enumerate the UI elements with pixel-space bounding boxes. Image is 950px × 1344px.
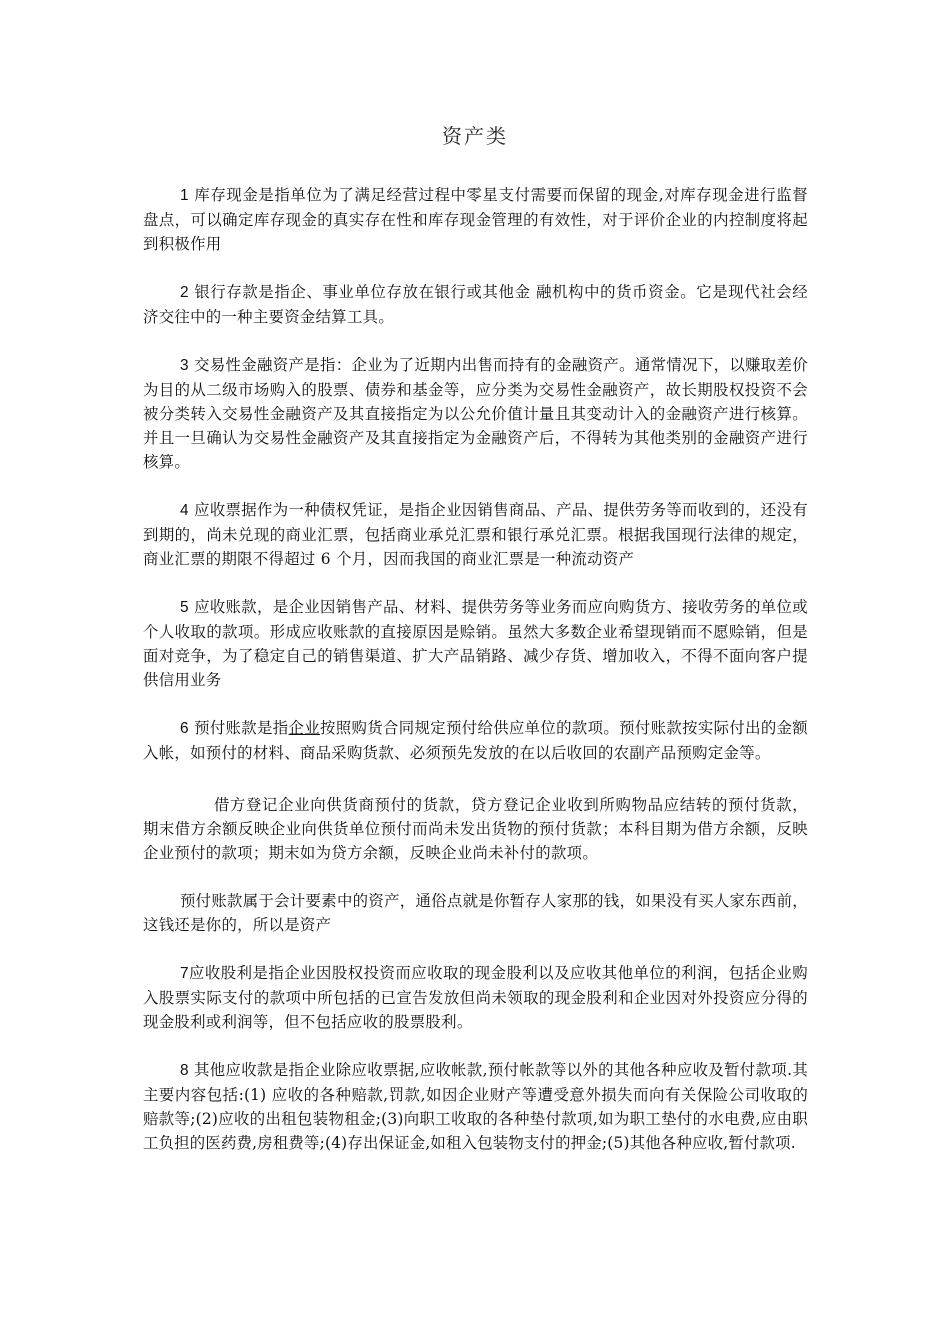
paragraph-text: 交易性金融资产是指：企业为了近期内出售而持有的金融资产。通常情况下，以赚取差价为目的从二级市场购入的股票、债券和基金等，应分类为交易性金融资产，故长期股权投资不会被分类转入交易性金融资产及其直接指定为以公允价值计量且其变动计入的金融资产进行核算。并且一旦确认为交易性金融资产及其直接指定为金融资产后，不得转为其他类别的金融资产进行核算。 (143, 356, 808, 471)
paragraph-text: 库存现金是指单位为了满足经营过程中零星支付需要而保留的现金,对库存现金进行监督盘点，可以确定库存现金的真实存在性和库存现金管理的有效性，对于评价企业的内控制度将起到积极作用 (143, 186, 808, 253)
paragraph-dividends-receivable (143, 961, 808, 1034)
paragraph-number: 7 (179, 965, 189, 982)
paragraph-trading-financial-assets (143, 353, 808, 474)
paragraph-text-before: 预付账款是指 (188, 719, 289, 737)
paragraph-accounts-receivable (143, 595, 808, 692)
paragraph-text: 银行存款是指企、事业单位存放在银行或其他金 融机构中的货币资金。它是现代社会经济交往中的一种主要资金结算工具。 (143, 283, 808, 326)
paragraph-number: 5 (179, 599, 189, 616)
underlined-term-enterprise: 企业 (288, 719, 321, 737)
paragraph-text-after: 按照购货合同规定预付给供应单位的款项。预付账款按实际付出的金额入帐，如预付的材料、商品采购货款、必须预先发放的在以后收回的农副产品预购定金等。 (143, 719, 808, 762)
paragraph-prepayments-debit-credit (143, 793, 808, 865)
paragraph-number: 2 (179, 284, 189, 301)
page-title: 资产类 (442, 124, 508, 148)
paragraph-number: 8 (179, 1062, 189, 1079)
paragraph-number: 6 (179, 720, 189, 737)
paragraph-prepayments (143, 716, 808, 765)
paragraph-prepayments-explanation (143, 889, 808, 937)
paragraph-text: 应收票据作为一种债权凭证，是指企业因销售商品、产品、提供劳务等而收到的，还没有到期的，尚未兑现的商业汇票，包括商业承兑汇票和银行承兑汇票。根据我国现行法律的规定，商业汇票的期限不得超过 6 个月，因而我国的商业汇票是一种流动资产 (143, 501, 808, 568)
paragraph-text: 预付账款属于会计要素中的资产，通俗点就是你暂存人家那的钱，如果没有买人家东西前，这钱还是你的，所以是资产 (143, 892, 808, 934)
paragraph-bank-deposit (143, 280, 808, 329)
document-body (143, 183, 808, 1179)
paragraph-text: 其他应收款是指企业除应收票据,应收帐款,预付帐款等以外的其他各种应收及暂付款项.其主要内容包括:(1) 应收的各种赔款,罚款,如因企业财产等遭受意外损失而向有关保险公司收取的赔款等;(2)应收的出租包装物租金;(3)向职工收取的各种垫付款项,如为职工垫付的水电费,应由职工负担的医药费,房租费等;(4)存出保证金,如租入包装物支付的押金;(5)其他各种应收,暂付款项. (143, 1061, 808, 1152)
paragraph-other-receivables (143, 1058, 808, 1155)
paragraph-text: 应收股利是指企业因股权投资而应收取的现金股利以及应收其他单位的利润，包括企业购入股票实际支付的款项中所包括的已宣告发放但尚未领取的现金股利和企业因对外投资应分得的现金股利或利润等，但不包括应收的股票股利。 (143, 964, 808, 1031)
paragraph-number: 1 (179, 187, 189, 204)
paragraph-cash-on-hand (143, 183, 808, 256)
paragraph-number: 4 (179, 502, 189, 519)
paragraph-text: 借方登记企业向供货商预付的货款，贷方登记企业收到所购物品应结转的预付货款，期末借方余额反映企业向供货单位预付而尚未发出货物的预付货款；本科目期为借方余额，反映企业预付的款项；期末如为贷方余额，反映企业尚未补付的款项。 (143, 796, 808, 862)
paragraph-text: 应收账款，是企业因销售产品、材料、提供劳务等业务而应向购货方、接收劳务的单位或个人收取的款项。形成应收账款的直接原因是赊销。虽然大多数企业希望现销而不愿赊销，但是面对竞争，为了稳定自己的销售渠道、扩大产品销路、减少存货、增加收入，不得不面向客户提供信用业务 (143, 598, 808, 689)
paragraph-notes-receivable (143, 498, 808, 571)
paragraph-number: 3 (179, 357, 189, 374)
